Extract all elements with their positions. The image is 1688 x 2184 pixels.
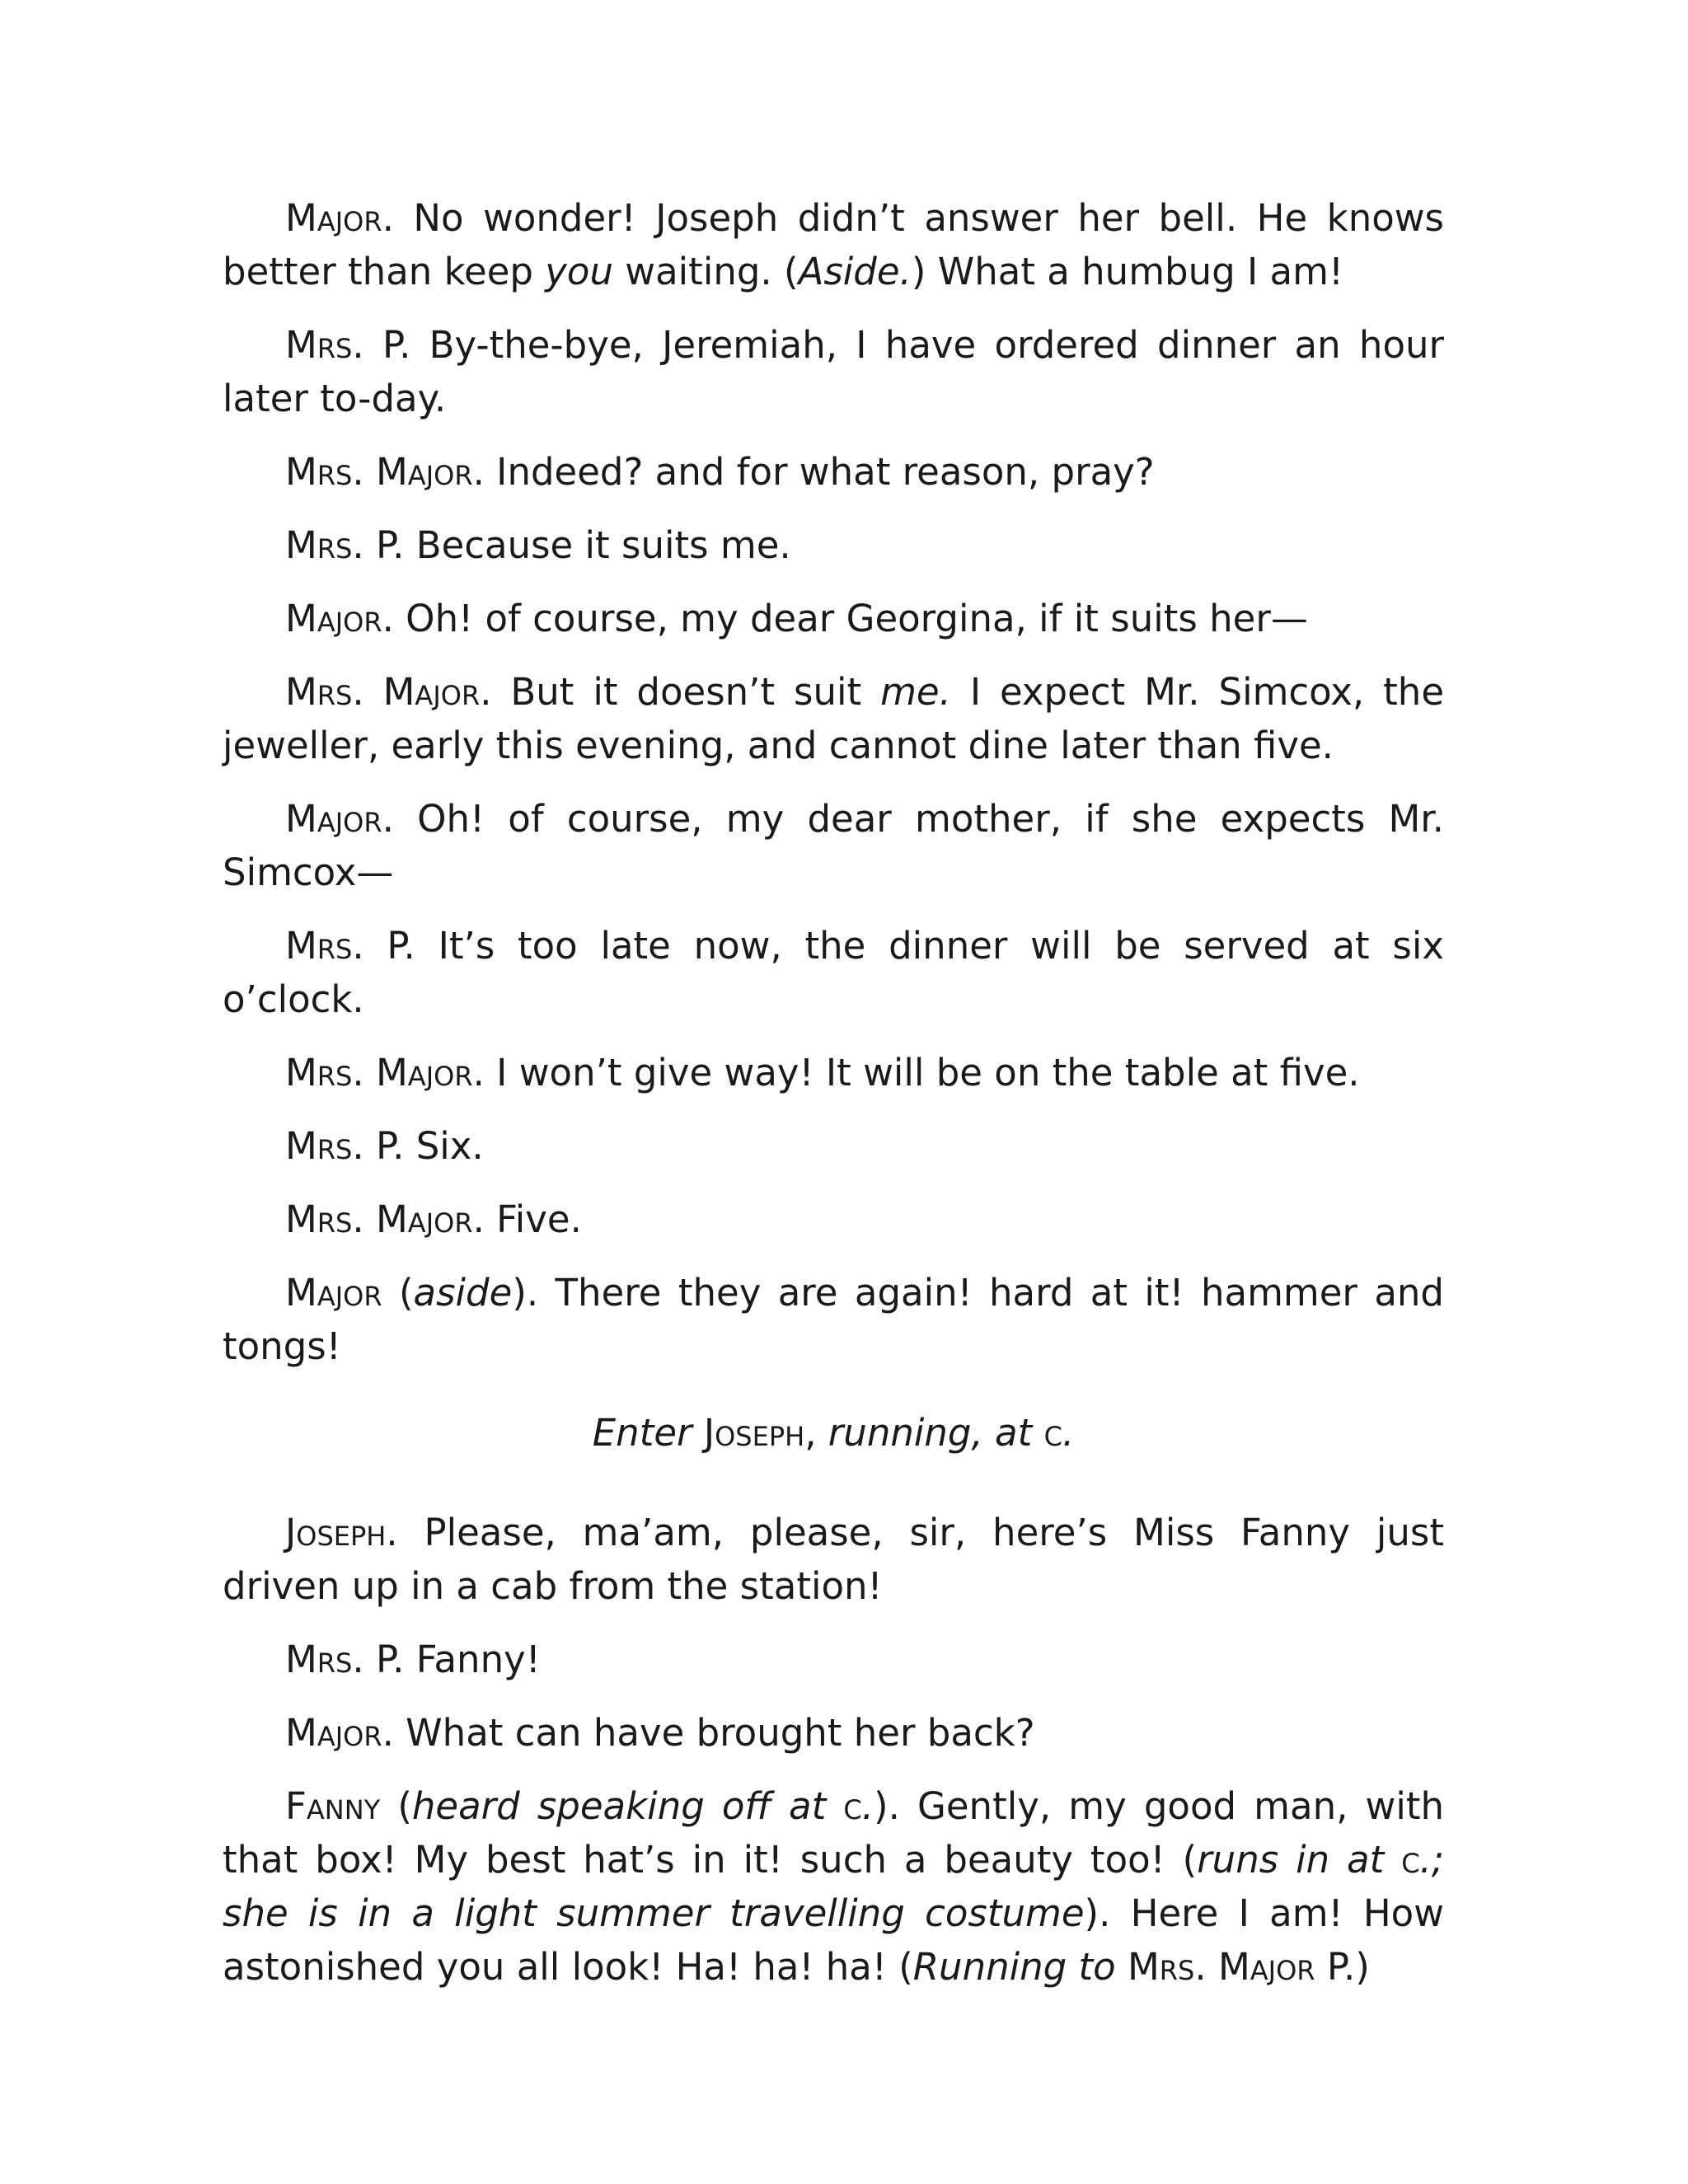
speech-paragraph: [223, 919, 1444, 1026]
stage-direction: .; she is in a light summer travelling costume: [223, 1838, 1444, 1935]
speech-text: .: [352, 1197, 376, 1241]
speech-text: P.): [1315, 1945, 1370, 1989]
speaker-name: Mrs: [285, 1051, 353, 1094]
speech-text: . P. Six.: [352, 1124, 484, 1168]
speech-text: waiting. (: [612, 250, 799, 293]
speaker-name: Mrs: [285, 523, 353, 567]
speaker-name: Mrs: [285, 450, 353, 494]
speech-paragraph: [223, 1119, 1444, 1173]
stage-direction: running, at: [828, 1411, 1044, 1455]
speaker-name: Major: [285, 1711, 382, 1755]
speech-text: . P. By-the-bye, Jeremiah, I have ordered dinner an hour later to-day.: [223, 323, 1444, 420]
speech-text: . Five.: [472, 1197, 582, 1241]
speaker-name: Major: [285, 196, 382, 240]
speaker-name: Major: [285, 1271, 382, 1315]
speech-text: . P. It’s too late now, the dinner will be served at six o’clock.: [223, 924, 1444, 1021]
stage-direction: .: [861, 1784, 874, 1828]
character-name: Joseph: [703, 1411, 805, 1455]
speech-text: .: [352, 1051, 376, 1094]
speech-text: .: [1194, 1945, 1218, 1989]
speaker-name: Joseph: [285, 1511, 387, 1554]
stage-position: c: [1401, 1838, 1420, 1882]
stage-position: c: [1043, 1411, 1062, 1455]
play-text: [223, 191, 1444, 2013]
speech-paragraph: [223, 1506, 1444, 1613]
speech-paragraph: [223, 1046, 1444, 1099]
speech-text: . P. Because it suits me.: [352, 523, 791, 567]
speech-paragraph: [223, 318, 1444, 425]
character-name: Mrs: [1127, 1945, 1195, 1989]
speech-paragraph: [223, 1193, 1444, 1246]
speech-text: I expect Mr. Simcox, the jeweller, early this evening, and cannot dine later than five.: [223, 670, 1445, 767]
speech-text: . Oh! of course, my dear Georgina, if it suits her—: [382, 597, 1308, 640]
speech-paragraph: [223, 1266, 1444, 1373]
speech-paragraph: [223, 518, 1444, 572]
stage-direction: runs in at: [1197, 1838, 1402, 1882]
speaker-name: Major: [375, 1197, 473, 1241]
speaker-name: Major: [375, 450, 473, 494]
speech-text: ). Here I am! How astonished you all look! Ha! ha! ha! (: [223, 1891, 1444, 1989]
speech-text: . Indeed? and for what reason, pray?: [472, 450, 1155, 494]
speech-paragraph: [223, 1633, 1444, 1686]
speech-text: . But it doesn’t suit: [480, 670, 881, 714]
stage-position: c: [843, 1784, 862, 1828]
speaker-name: Major: [285, 797, 382, 841]
speech-paragraph: [223, 792, 1444, 899]
speech-paragraph: [223, 1779, 1444, 1994]
speech-text: ) What a humbug I am!: [911, 250, 1344, 293]
speech-text: ). There they are again! hard at it! hammer and tongs!: [223, 1271, 1444, 1368]
speech-text: . P. Fanny!: [352, 1638, 541, 1681]
stage-direction-line: [223, 1406, 1444, 1460]
speech-paragraph: [223, 665, 1444, 772]
speech-paragraph: [223, 445, 1444, 499]
character-name: Major: [1217, 1945, 1315, 1989]
speaker-name: Mrs: [285, 323, 353, 367]
speech-text: (: [380, 1784, 412, 1828]
speech-text: .: [352, 670, 383, 714]
speaker-name: Major: [382, 670, 481, 714]
speaker-name: Mrs: [285, 924, 353, 968]
stage-direction: Running to: [912, 1945, 1128, 1989]
speaker-name: Mrs: [285, 1124, 353, 1168]
speech-text: ). Gently, my good man, with that box! My best hat’s in it! such a beauty too! (: [223, 1784, 1444, 1882]
speech-text: . No wonder! Joseph didn’t answer her bell. He knows better than keep: [223, 196, 1444, 293]
speaker-name: Major: [285, 597, 382, 640]
emphasis-text: me.: [880, 670, 951, 714]
speech-paragraph: [223, 191, 1444, 298]
speaker-name: Mrs: [285, 670, 353, 714]
speaker-name: Fanny: [285, 1784, 381, 1828]
stage-direction: Aside.: [798, 250, 912, 293]
speech-text: . What can have brought her back?: [382, 1711, 1035, 1755]
speaker-name: Major: [375, 1051, 473, 1094]
speaker-name: Mrs: [285, 1197, 353, 1241]
stage-direction: .: [1062, 1411, 1075, 1455]
speech-text: . Oh! of course, my dear mother, if she expects Mr. Simcox—: [223, 797, 1444, 894]
stage-direction: aside: [413, 1271, 513, 1315]
speech-text: (: [382, 1271, 414, 1315]
emphasis-text: you: [545, 250, 613, 293]
speech-paragraph: [223, 592, 1444, 645]
speech-paragraph: [223, 1706, 1444, 1760]
stage-direction: Enter: [592, 1411, 704, 1455]
speech-text: . Please, ma’am, please, sir, here’s Miss Fanny just driven up in a cab from the station!: [223, 1511, 1444, 1608]
stage-text: ,: [804, 1411, 828, 1455]
stage-direction: heard speaking off at: [411, 1784, 844, 1828]
speaker-name: Mrs: [285, 1638, 353, 1681]
speech-text: . I won’t give way! It will be on the table at five.: [472, 1051, 1360, 1094]
speech-text: .: [352, 450, 376, 494]
